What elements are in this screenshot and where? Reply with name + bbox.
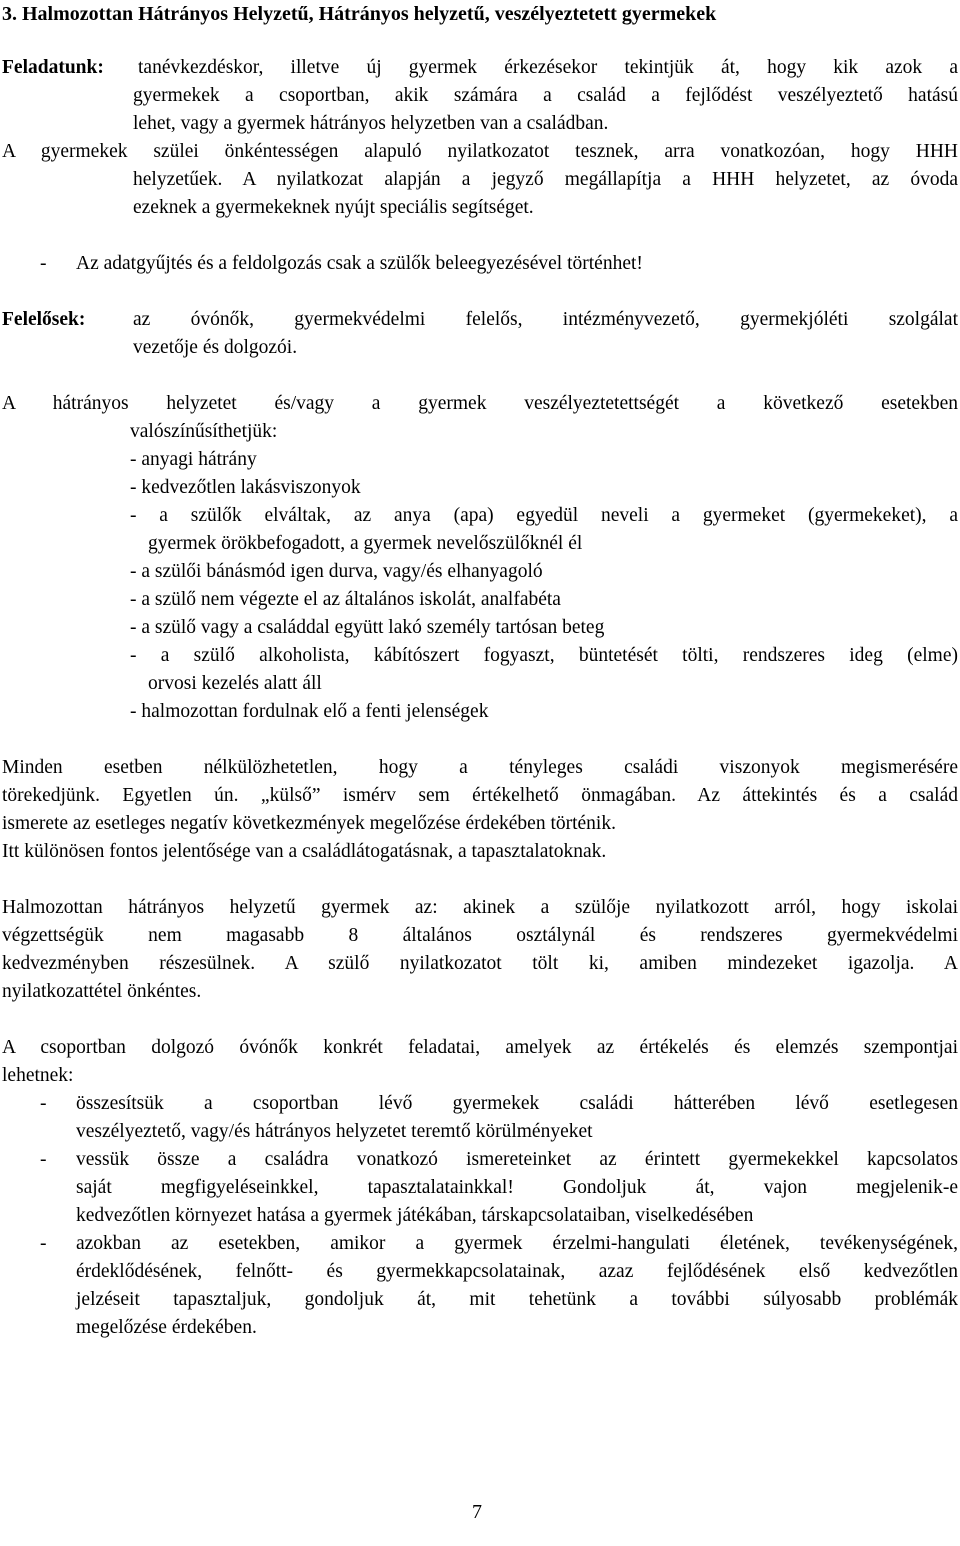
- family-paragraph-line: Minden esetben nélkülözhetetlen, hogy a tényleges családi viszonyok megismerésére: [2, 757, 958, 778]
- tasks-dash: -: [40, 1233, 47, 1254]
- disadvantage-item: - a szülői bánásmód igen durva, vagy/és elhanyagoló: [130, 561, 543, 582]
- responsible-line: vezetője és dolgozói.: [133, 337, 298, 358]
- tasks-item-cont: érdeklődésének, felnőtt- és gyermekkapcsolatainak, azaz fejlődésének első kedvezőtlen: [76, 1261, 958, 1282]
- family-paragraph-line: Itt különösen fontos jelentősége van a családlátogatásnak, a tapasztalatoknak.: [2, 841, 607, 862]
- disadvantage-item: - a szülő nem végezte el az általános iskolát, analfabéta: [130, 589, 561, 610]
- tasks-item-cont: jelzéseit tapasztaljuk, gondoljuk át, mit tehetünk a további súlyosabb problémák: [76, 1289, 958, 1310]
- task-line: A gyermekek szülei önkéntességen alapuló nyilatkozatot tesznek, arra vonatkozóan, hogy HHH: [2, 141, 958, 162]
- hhh-paragraph-line: végzettségük nem magasabb 8 általános osztálynál és rendszeres gyermekvédelmi: [2, 925, 958, 946]
- disadvantage-intro: A hátrányos helyzetet és/vagy a gyermek veszélyeztetettségét a következő esetekben: [2, 393, 958, 414]
- consent-note: Az adatgyűjtés és a feldolgozás csak a szülők beleegyezésével történhet!: [76, 253, 643, 274]
- responsible-label: Felelősek:: [2, 309, 86, 330]
- task-line: tanévkezdéskor, illetve új gyermek érkezésekor tekintjük át, hogy kik azok a: [138, 57, 958, 78]
- task-label: Feladatunk:: [2, 57, 104, 78]
- hhh-paragraph-line: nyilatkozattétel önkéntes.: [2, 981, 202, 1002]
- responsible-line: az óvónők, gyermekvédelmi felelős, intézményvezető, gyermekjóléti szolgálat: [133, 309, 958, 330]
- family-paragraph-line: ismerete az esetleges negatív következmények megelőzése érdekében történik.: [2, 813, 616, 834]
- tasks-item: vessük össze a családra vonatkozó ismereteinket az érintett gyermekekkel kapcsolatos: [76, 1149, 958, 1170]
- consent-dash: -: [40, 253, 47, 274]
- tasks-dash: -: [40, 1149, 47, 1170]
- disadvantage-item: - halmozottan fordulnak elő a fenti jelenségek: [130, 701, 489, 722]
- task-line: lehet, vagy a gyermek hátrányos helyzetben van a családban.: [133, 113, 609, 134]
- task-line: helyzetűek. A nyilatkozat alapján a jegyző megállapítja a HHH helyzetet, az óvoda: [133, 169, 958, 190]
- tasks-intro: lehetnek:: [2, 1065, 74, 1086]
- disadvantage-item: - a szülő vagy a családdal együtt lakó személy tartósan beteg: [130, 617, 605, 638]
- family-paragraph-line: törekedjünk. Egyetlen ún. „külső” ismérv sem értékelhető önmagában. Az áttekintés és a család: [2, 785, 958, 806]
- page-number: 7: [472, 1501, 482, 1523]
- disadvantage-item-cont: gyermek örökbefogadott, a gyermek nevelőszülőknél él: [148, 533, 583, 554]
- disadvantage-item-cont: orvosi kezelés alatt áll: [148, 673, 322, 694]
- tasks-item-cont: saját megfigyeléseinkkel, tapasztalatainkkal! Gondoljuk át, vajon megjelenik-e: [76, 1177, 958, 1198]
- tasks-item: azokban az esetekben, amikor a gyermek érzelmi-hangulati életének, tevékenységének,: [76, 1233, 958, 1254]
- tasks-item-cont: megelőzése érdekében.: [76, 1317, 257, 1338]
- disadvantage-item: - anyagi hátrány: [130, 449, 257, 470]
- disadvantage-item: - kedvezőtlen lakásviszonyok: [130, 477, 361, 498]
- task-line: ezeknek a gyermekeknek nyújt speciális segítséget.: [133, 197, 534, 218]
- tasks-item-cont: veszélyeztető, vagy/és hátrányos helyzetet teremtő körülményeket: [76, 1121, 593, 1142]
- tasks-intro: A csoportban dolgozó óvónők konkrét feladatai, amelyek az értékelés és elemzés szempontjai: [2, 1037, 958, 1058]
- tasks-dash: -: [40, 1093, 47, 1114]
- disadvantage-item: - a szülők elváltak, az anya (apa) egyedül neveli a gyermeket (gyermekeket), a: [130, 505, 958, 526]
- hhh-paragraph-line: kedvezményben részesülnek. A szülő nyilatkozatot tölt ki, amiben mindezeket igazolja. A: [2, 953, 958, 974]
- task-line: gyermekek a csoportban, akik számára a család a fejlődést veszélyeztető hatású: [133, 85, 958, 106]
- disadvantage-intro: valószínűsíthetjük:: [130, 421, 278, 442]
- page-title: 3. Halmozottan Hátrányos Helyzetű, Hátrányos helyzetű, veszélyeztetett gyermekek: [2, 3, 717, 25]
- disadvantage-item: - a szülő alkoholista, kábítószert fogyaszt, büntetését tölti, rendszeres ideg (elme): [130, 645, 958, 666]
- tasks-item: összesítsük a csoportban lévő gyermekek családi hátterében lévő esetlegesen: [76, 1093, 958, 1114]
- hhh-paragraph-line: Halmozottan hátrányos helyzetű gyermek az: akinek a szülője nyilatkozott arról, hogy iskolai: [2, 897, 958, 918]
- tasks-item-cont: kedvezőtlen környezet hatása a gyermek játékában, társkapcsolataiban, viselkedésében: [76, 1205, 754, 1226]
